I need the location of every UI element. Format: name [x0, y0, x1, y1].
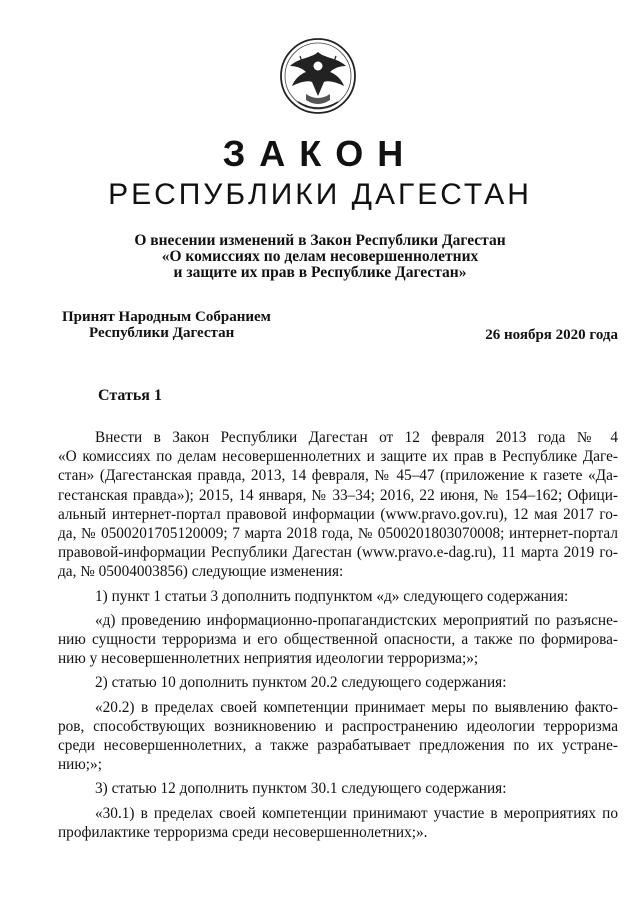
amendment-text-2 — [58, 698, 618, 775]
body-line: нию сущности терроризма и его общественной опасности, а также по формирова- — [58, 631, 618, 649]
heading-line: О внесении изменений в Закон Республики Дагестан — [134, 232, 506, 249]
body-line: правовой-информации Республики Дагестан (www.pravo.e-dag.ru), 11 марта 2019 го- — [58, 544, 618, 562]
heading-line: «О комиссиях по делам несовершеннолетних — [161, 248, 479, 265]
law-heading — [100, 233, 540, 281]
adopted-by — [62, 309, 271, 341]
paragraph-intro — [58, 428, 618, 582]
body-line: «д) проведению информационно-пропагандистских мероприятий по разъясне- — [95, 611, 618, 629]
amendment-item-3: 3) статью 12 дополнить пунктом 30.1 следующего содержания: — [95, 780, 507, 798]
body-line: нию у несовершеннолетних неприятия идеологии терроризма;»; — [58, 650, 479, 668]
coat-of-arms-emblem — [278, 36, 358, 118]
law-subtitle: РЕСПУБЛИКИ ДАГЕСТАН — [108, 178, 532, 211]
body-line: среди несовершеннолетних, а также разрабатывает предложения по их устране- — [58, 737, 618, 755]
amendment-text-3 — [58, 804, 618, 842]
body-line: Внести в Закон Республики Дагестан от 12 февраля 2013 года № 4 — [95, 429, 618, 446]
amendment-item-1: 1) пункт 1 статьи 3 дополнить подпунктом «д» следующего содержания: — [95, 587, 569, 605]
body-line: да, № 05004003856) следующие изменения: — [58, 563, 344, 581]
law-title: ЗАКОН — [222, 133, 418, 174]
body-line: «30.1) в пределах своей компетенции принимают участие в мероприятиях по — [95, 804, 618, 822]
body-line: «20.2) в пределах своей компетенции принимает меры по выявлению факто- — [95, 698, 618, 716]
body-line: ров, способствующих возникновению и распространению идеологии терроризма — [58, 717, 618, 735]
body-line: «О комиссиях по делам несовершеннолетних и защите их прав в Республике Даге- — [58, 448, 618, 466]
adopted-line: Принят Народным Собранием — [62, 309, 271, 325]
adopted-line: Республики Дагестан — [89, 325, 235, 341]
amendment-item-2: 2) статью 10 дополнить пунктом 20.2 следующего содержания: — [95, 674, 507, 692]
article-title: Статья 1 — [98, 387, 162, 404]
body-line: профилактике терроризма среди несовершеннолетних;». — [58, 823, 428, 841]
body-line: нию;»; — [58, 756, 102, 774]
amendment-text-1 — [58, 611, 618, 669]
adoption-date: 26 ноября 2020 года — [485, 327, 618, 343]
body-line: гестанская правда»); 2015, 14 января, № 33–34; 2016, 22 июня, № 154–162; Офици- — [58, 486, 618, 504]
body-line: да, № 0500201705120009; 7 марта 2018 года, № 0500201803070008; интернет-портал — [58, 525, 618, 543]
body-line: альный интернет-портал правовой информации (www.pravo.gov.ru), 12 мая 2017 го- — [58, 505, 618, 523]
body-line: стан» (Дагестанская правда, 2013, 14 февраля, № 45–47 (приложение к газете «Да- — [58, 467, 618, 485]
heading-line: и защите их прав в Республике Дагестан» — [173, 264, 467, 281]
article-body — [58, 428, 618, 842]
